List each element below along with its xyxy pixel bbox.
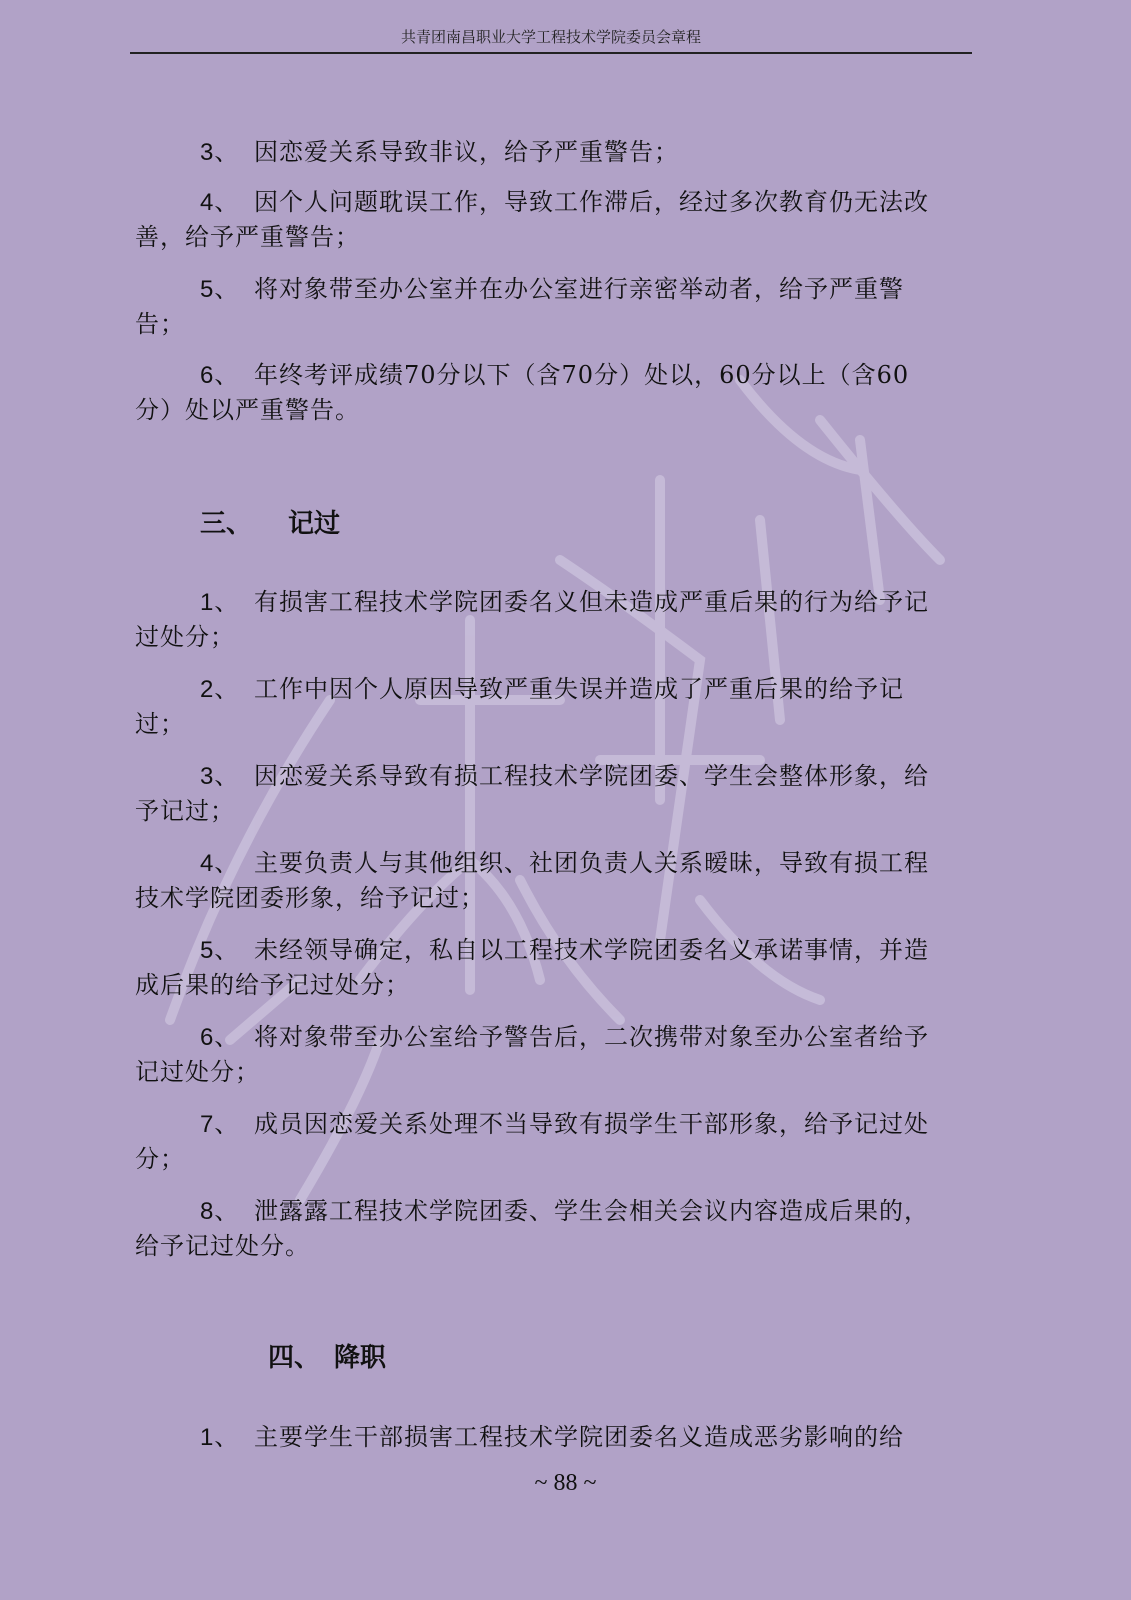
item-number: 2、 bbox=[200, 676, 240, 703]
section3-item-6 bbox=[135, 1020, 945, 1090]
item-text: 未经领导确定，私自以工程技术学院团委名义承诺事情，并造成后果的给予记过处分； bbox=[135, 936, 929, 999]
item-number: 3、 bbox=[200, 139, 240, 166]
section3-item-7 bbox=[135, 1107, 945, 1177]
item-text: 年终考评成绩70分以下（含70分）处以，60分以上（含60分）处以严重警告。 bbox=[135, 361, 910, 424]
item-number: 5、 bbox=[200, 937, 240, 964]
item-number: 1、 bbox=[200, 589, 240, 616]
page-header bbox=[130, 26, 972, 54]
section2-item-5 bbox=[135, 272, 945, 342]
item-text: 将对象带至办公室并在办公室进行亲密举动者，给予严重警告； bbox=[135, 275, 904, 338]
item-number: 7、 bbox=[200, 1111, 240, 1138]
item-number: 6、 bbox=[200, 1024, 240, 1051]
item-number: 1、 bbox=[200, 1424, 240, 1451]
section3-item-2 bbox=[135, 672, 945, 742]
item-number: 4、 bbox=[200, 189, 240, 216]
item-text: 工作中因个人原因导致严重失误并造成了严重后果的给予记过； bbox=[135, 675, 904, 738]
section3-number: 三、 bbox=[200, 509, 253, 539]
item-text: 主要负责人与其他组织、社团负责人关系暧昧，导致有损工程技术学院团委形象，给予记过； bbox=[135, 849, 929, 912]
item-text: 泄露露工程技术学院团委、学生会相关会议内容造成后果的，给予记过处分。 bbox=[135, 1197, 929, 1260]
item-text: 将对象带至办公室给予警告后，二次携带对象至办公室者给予记过处分； bbox=[135, 1023, 929, 1086]
section2-item-3 bbox=[135, 135, 945, 170]
section3-item-4 bbox=[135, 846, 945, 916]
page-number: ~ 88 ~ bbox=[534, 1470, 597, 1496]
section3-item-8 bbox=[135, 1194, 945, 1264]
item-text: 因恋爱关系导致有损工程技术学院团委、学生会整体形象，给予记过； bbox=[135, 762, 929, 825]
item-text: 因个人问题耽误工作，导致工作滞后，经过多次教育仍无法改善，给予严重警告； bbox=[135, 188, 929, 251]
section4-number: 四、 bbox=[268, 1343, 321, 1373]
item-number: 3、 bbox=[200, 763, 240, 790]
section4-title: 降职 bbox=[334, 1343, 387, 1373]
header-title: 共青团南昌职业大学工程技术学院委员会章程 bbox=[400, 28, 701, 46]
section3-title: 记过 bbox=[288, 509, 341, 539]
item-text: 主要学生干部损害工程技术学院团委名义造成恶劣影响的给 bbox=[254, 1423, 904, 1451]
item-number: 5、 bbox=[200, 276, 240, 303]
item-text: 有损害工程技术学院团委名义但未造成严重后果的行为给予记过处分； bbox=[135, 588, 929, 651]
section2-item-4 bbox=[135, 185, 945, 255]
section3-item-1 bbox=[135, 585, 945, 655]
item-text: 成员因恋爱关系处理不当导致有损学生干部形象，给予记过处分； bbox=[135, 1110, 929, 1173]
section3-item-3 bbox=[135, 759, 945, 829]
item-number: 8、 bbox=[200, 1198, 240, 1225]
section4-heading bbox=[268, 1340, 386, 1376]
section3-heading bbox=[200, 506, 340, 542]
item-text: 因恋爱关系导致非议，给予严重警告； bbox=[254, 138, 679, 166]
item-number: 4、 bbox=[200, 850, 240, 877]
section4-item-1 bbox=[135, 1420, 945, 1455]
section3-item-5 bbox=[135, 933, 945, 1003]
item-number: 6、 bbox=[200, 362, 240, 389]
section2-item-6 bbox=[135, 358, 945, 428]
